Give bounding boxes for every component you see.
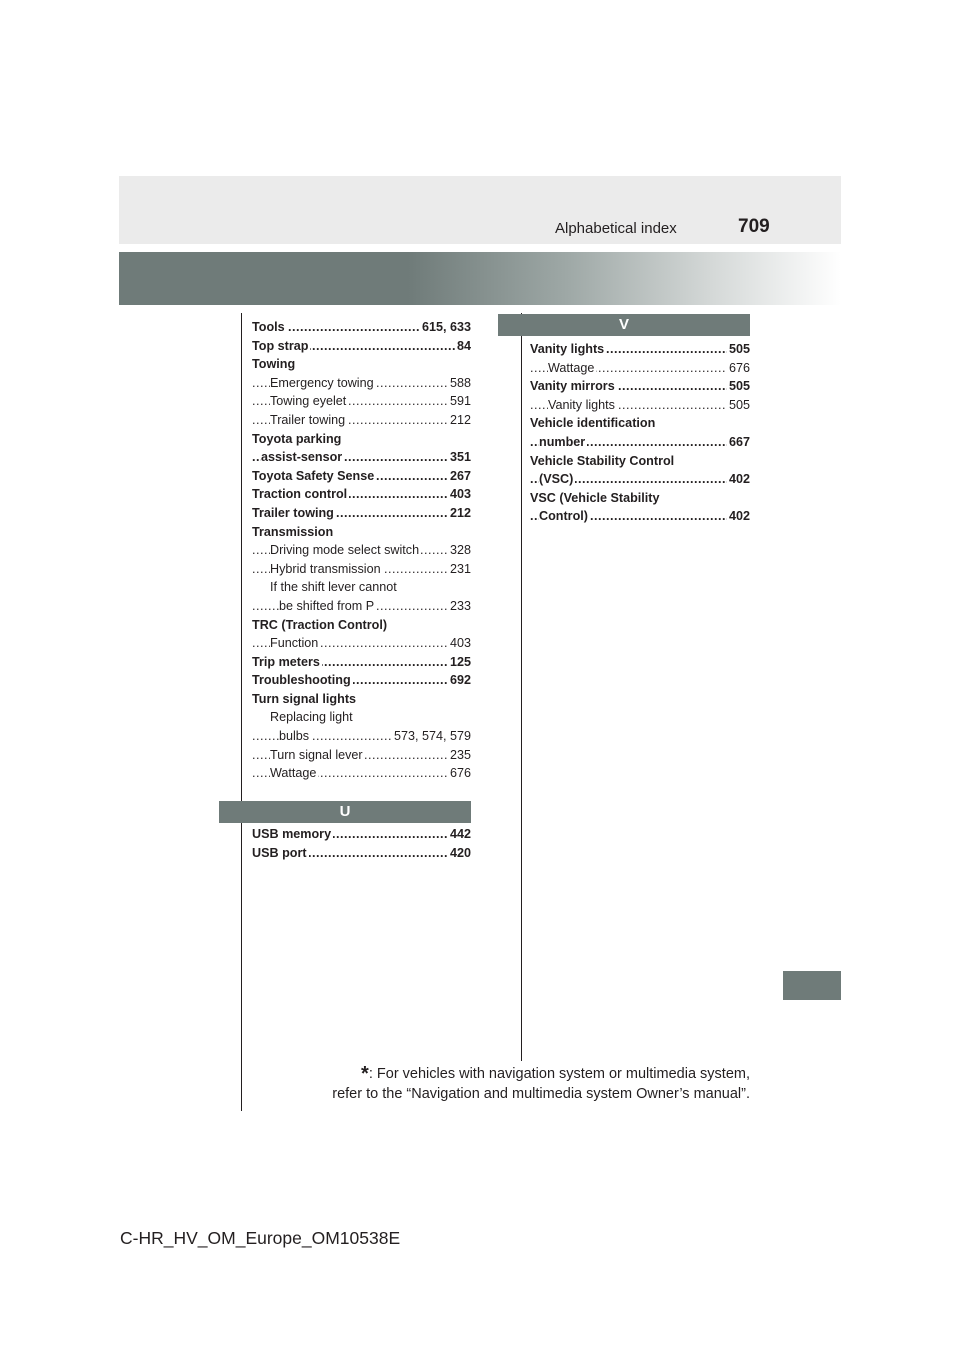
index-entry-label: USB port [252, 845, 307, 860]
index-entry-label: Trailer towing [270, 412, 346, 427]
footnote-line-1 [300, 1064, 750, 1084]
index-entry-page: 212 [448, 504, 471, 523]
index-entry-page: 235 [448, 746, 471, 765]
document-code: C-HR_HV_OM_Europe_OM10538E [120, 1228, 401, 1248]
index-entry-page: 591 [448, 392, 471, 411]
index-entry [530, 359, 750, 378]
left-column-rule [241, 313, 242, 1111]
index-entry-label: Towing [252, 357, 296, 372]
index-entry [530, 470, 750, 489]
index-entry-label: Traction control [252, 487, 348, 502]
chapter-side-tab [783, 971, 841, 1000]
index-entry [530, 396, 750, 415]
index-entry [252, 355, 471, 374]
index-entry-label: Replacing light [270, 710, 353, 725]
index-entry-label: Hybrid transmission [270, 561, 381, 576]
index-entry-label: assist-sensor [261, 450, 343, 465]
index-entry-page: 233 [448, 597, 471, 616]
index-entry [252, 523, 471, 542]
index-entry-label: Vehicle Stability Control [530, 453, 675, 468]
index-entry [252, 318, 471, 337]
index-entry-label: Turn signal lever [270, 747, 363, 762]
index-entry-page: 351 [448, 448, 471, 467]
index-column-left [252, 318, 471, 783]
index-entry-label: TRC (Traction Control) [252, 617, 388, 632]
index-entry [252, 578, 471, 597]
index-entry-page: 420 [448, 844, 471, 863]
index-entry [252, 844, 471, 863]
index-entry [252, 597, 471, 616]
index-entry-label: Vanity mirrors [530, 379, 615, 394]
index-entry [252, 560, 471, 579]
index-entry-label: Troubleshooting [252, 673, 351, 688]
index-entry-page: 676 [448, 764, 471, 783]
index-entry [252, 392, 471, 411]
index-entry-label: (VSC) [539, 472, 574, 487]
index-entry-label: Emergency towing [270, 375, 374, 390]
index-entry-page: 505 [727, 340, 750, 359]
index-entry-page: 402 [727, 470, 750, 489]
index-entry-page: 505 [727, 377, 750, 396]
index-entry [530, 452, 750, 471]
index-entry-label: Toyota parking [252, 431, 342, 446]
index-entry [530, 377, 750, 396]
middle-column-rule [521, 313, 522, 1061]
index-entry [252, 448, 471, 467]
index-entry [252, 467, 471, 486]
index-entry-label: Trailer towing [252, 505, 334, 520]
index-entry [252, 411, 471, 430]
index-entry [252, 708, 471, 727]
index-entry [252, 430, 471, 449]
index-entry-page: 403 [448, 634, 471, 653]
index-entry-label: Towing eyelet [270, 394, 347, 409]
index-entry [252, 653, 471, 672]
index-entry [252, 485, 471, 504]
index-entry-page: 442 [448, 825, 471, 844]
header-bar [119, 176, 841, 244]
index-entry-label: Toyota Safety Sense [252, 468, 375, 483]
index-entry-label: Wattage [548, 360, 595, 375]
section-heading-u: U [219, 801, 471, 823]
index-entry-label: Vehicle identification [530, 416, 656, 431]
index-entry-page: 676 [727, 359, 750, 378]
index-entry-label: Driving mode select switch [270, 543, 420, 558]
index-entry-page: 692 [448, 671, 471, 690]
index-entry-label: Vanity lights [530, 342, 605, 356]
section-title: Alphabetical index [555, 220, 677, 237]
index-entry [530, 414, 750, 433]
index-entry-label: Top strap [252, 338, 309, 353]
index-entry-label: Transmission [252, 524, 334, 539]
index-entry [252, 634, 471, 653]
index-entry [530, 507, 750, 526]
footnote-marker: * [361, 1063, 369, 1085]
index-entry-label: If the shift lever cannot [270, 580, 397, 595]
index-entry [252, 337, 471, 356]
index-section-u [252, 825, 471, 862]
index-entry [252, 825, 471, 844]
index-entry [252, 746, 471, 765]
index-entry-label: Function [270, 636, 319, 651]
index-entry [530, 489, 750, 508]
footnote-line-2: refer to the “Navigation and multimedia system Owner’s manual”. [332, 1086, 750, 1102]
index-entry-page: 505 [727, 396, 750, 415]
index-entry-page: 667 [727, 433, 750, 452]
index-entry-label: Trip meters [252, 654, 320, 669]
index-entry [252, 504, 471, 523]
index-entry-label: be shifted from P [279, 598, 375, 613]
index-entry-label: Wattage [270, 766, 317, 781]
index-entry-page: 403 [448, 485, 471, 504]
index-entry-page: 573, 574, 579 [392, 727, 471, 746]
index-entry [252, 671, 471, 690]
index-entry [530, 433, 750, 452]
decorative-band [119, 252, 841, 305]
footnote-text-1: : For vehicles with navigation system or multimedia system, [368, 1066, 750, 1082]
index-entry-label: VSC (Vehicle Stability [530, 490, 660, 505]
footnote [300, 1064, 750, 1104]
index-entry-label: number [539, 434, 586, 449]
index-entry-label: Control) [539, 509, 588, 524]
index-entry [252, 616, 471, 635]
index-entry-page: 267 [448, 467, 471, 486]
index-entry-label: bulbs [279, 729, 310, 744]
index-entry-page: 588 [448, 374, 471, 393]
index-entry-page: 402 [727, 507, 750, 526]
index-entry-label: Vanity lights [548, 397, 615, 412]
index-entry-label: Tools [252, 320, 285, 334]
index-entry-page: 125 [448, 653, 471, 672]
page-number: 709 [738, 216, 770, 237]
index-entry [252, 541, 471, 560]
index-entry-label: USB memory [252, 827, 332, 841]
index-entry-page: 231 [448, 560, 471, 579]
index-entry [252, 374, 471, 393]
index-entry [252, 764, 471, 783]
index-section-v [530, 340, 750, 526]
index-entry [530, 340, 750, 359]
index-entry-page: 84 [455, 337, 471, 356]
index-entry [252, 690, 471, 709]
index-entry-page: 328 [448, 541, 471, 560]
section-heading-v: V [498, 314, 750, 336]
index-entry-page: 615, 633 [420, 318, 471, 337]
index-entry [252, 727, 471, 746]
index-entry-page: 212 [448, 411, 471, 430]
index-entry-label: Turn signal lights [252, 691, 357, 706]
